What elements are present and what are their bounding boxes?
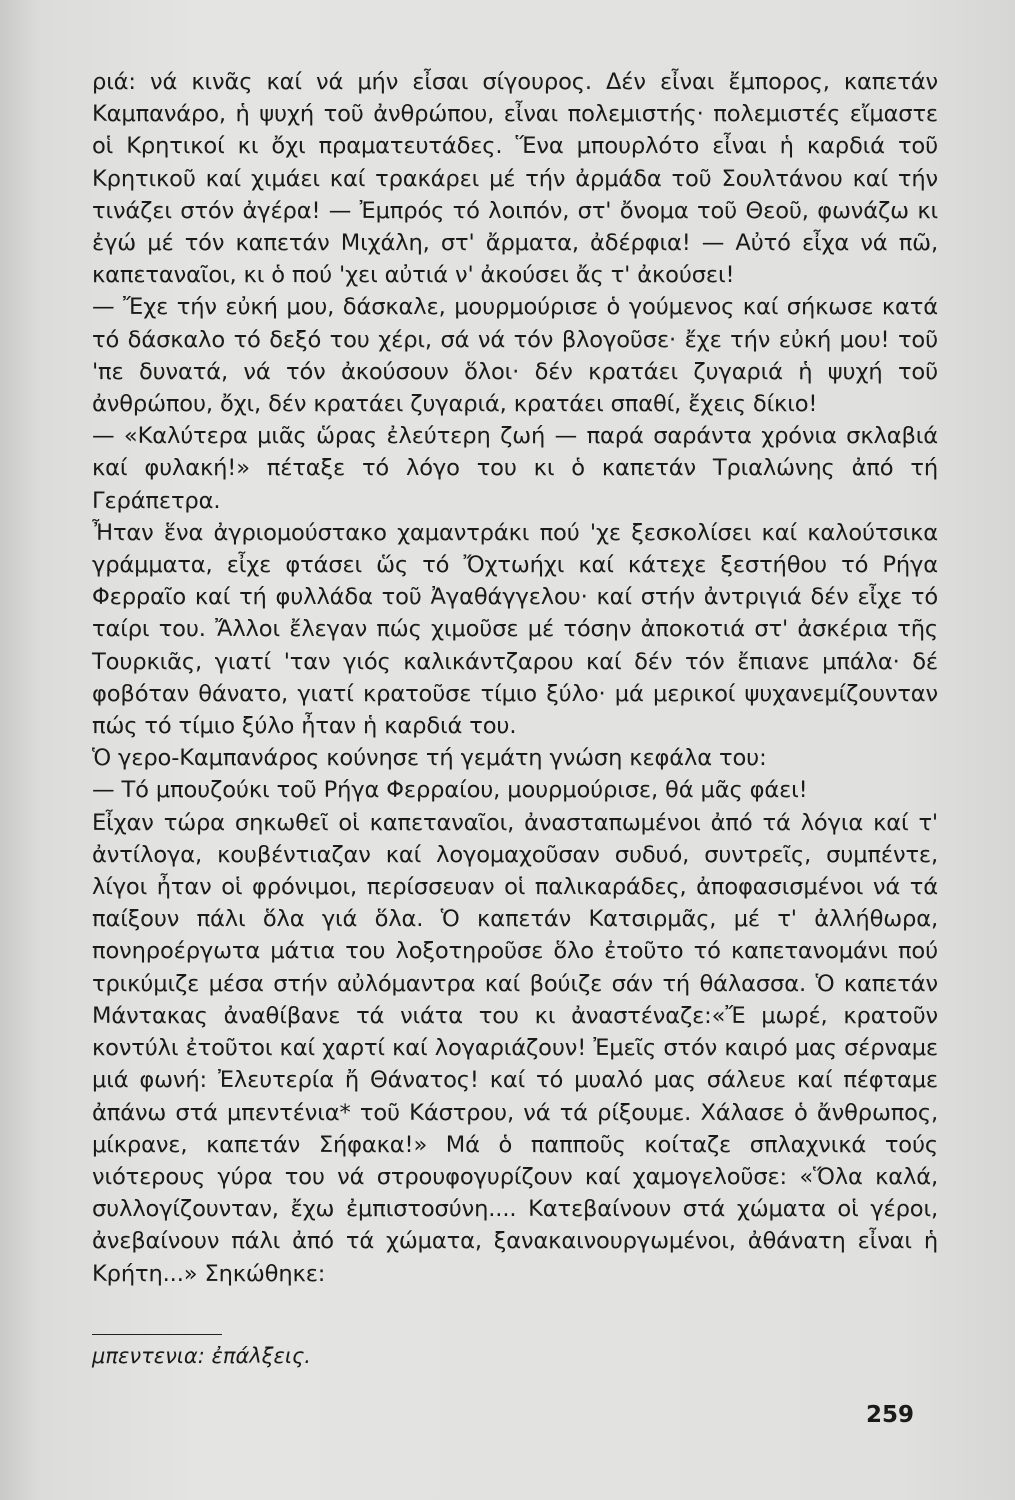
paragraph-5: Ὁ γερο-Καμπανάρος κούνησε τή γεμάτη γνώση κεφάλα του: (92, 745, 767, 772)
paragraph-1: ριά: νά κινᾶς καί νά μήν εἶσαι σίγουρος. Δέν εἶναι ἔμπορος, καπετάν Καμπανάρο, ἡ ψυχή τοῦ ἀνθρώπου, εἶναι πολεμιστής· πολεμιστές εἴμαστε οἱ Κρητικοί κι ὄχι πραματευτάδες. Ἕνα μπουρλότο εἶναι ἡ καρδιά τοῦ Κρητικοῦ καί χιμάει καί τρακάρει μέ τήν ἀρμάδα τοῦ Σουλτάνου καί τήν τινάζει στόν ἀγέρα! — Ἐμπρός τό λοιπόν, στ' ὄνομα τοῦ Θεοῦ, φωνάζω κι ἐγώ μέ τόν καπετάν Μιχάλη, στ' ἄρματα, ἀδέρφια! — Αὐτό εἶχα νά πῶ, καπεταναῖοι, κι ὁ πού 'χει αὐτιά ν' ἀκούσει ἄς τ' ἀκούσει! (92, 69, 938, 289)
paragraph-7: Εἶχαν τώρα σηκωθεῖ οἱ καπεταναῖοι, ἀνασταπωμένοι ἀπό τά λόγια καί τ' ἀντίλογα, κουβέντιαζαν καί λογομαχοῦσαν συδυό, συντρεῖς, συμπέντε, λίγοι ἦταν οἱ φρόνιμοι, περίσσευαν οἱ παλικαράδες, ἀποφασισμένοι νά τά παίξουν πάλι ὅλα γιά ὅλα. Ὁ καπετάν Κατσιρμᾶς, μέ τ' ἀλλήθωρα, πονηροέργωτα μάτια του λοξοτηροῦσε ὅλο ἐτοῦτο τό καπετανομάνι πού τρικύμιζε μέσα στήν αὐλόμαντρα καί βούιζε σάν τή θάλασσα. Ὁ καπετάν Μάντακας ἀναθίβανε τά νιάτα του κι ἀναστέναζε:«Ἔ μωρέ, κρατοῦν κοντύλι ἐτοῦτοι καί χαρτί καί λογαριάζουν! Ἐμεῖς στόν καιρό μας σέρναμε μιά φωνή: Ἐλευτερία ἤ Θάνατος! καί τό μυαλό μας σάλευε καί πέφταμε ἀπάνω στά μπεντένια* τοῦ Κάστρου, νά τά ρίξουμε. Χάλασε ὁ ἄνθρωπος, μίκρανε, καπετάν Σήφακα!» Μά ὁ παπποῦς κοίταζε σπλαχνικά τούς νιότερους γύρα του νά στρουφογυρίζουν καί χαμογελοῦσε: «Ὅλα καλά, συλλογίζουνταν, ἔχω ἐμπιστοσύνη.... Κατεβαίνουν στά χώματα οἱ γέροι, ἀνεβαίνουν πάλι ἀπό τά χώματα, ξανακαινουργωμένοι, ἀθάνατη εἶναι ἡ Κρήτη...» Σηκώθηκε: (92, 809, 938, 1287)
page-number: 259 (866, 1402, 915, 1428)
body-text (92, 66, 938, 1290)
footnote-rule (92, 1334, 222, 1335)
paragraph-4: Ἦταν ἕνα ἀγριομούστακο χαμαντράκι πού 'χε ξεσκολίσει καί καλούτσικα γράμματα, εἶχε φτάσει ὥς τό Ὄχτωήχι καί κάτεχε ξεστήθου τό Ρήγα Φερραῖο καί τή φυλλάδα τοῦ Ἀγαθάγγελου· καί στήν ἀντριγιά δέν εἶχε τό ταίρι του. Ἄλλοι ἔλεγαν πώς χιμοῦσε μέ τόσην ἀποκοτιά στ' ἀσκέρια τῆς Τουρκιᾶς, γιατί 'ταν γιός καλικάντζαρου καί δέν τόν ἔπιανε μπάλα· δέ φοβόταν θάνατο, γιατί κρατοῦσε τίμιο ξύλο· μά μερικοί ψυχανεμίζουνταν πώς τό τίμιο ξύλο ἦταν ἡ καρδιά του. (92, 519, 938, 740)
footnote: μπεντενια: ἐπάλξεις. (92, 1344, 311, 1368)
paragraph-6: — Τό μπουζούκι τοῦ Ρήγα Φερραίου, μουρμούρισε, θά μᾶς φάει! (92, 777, 808, 804)
paragraph-3: — «Καλύτερα μιᾶς ὥρας ἐλεύτερη ζωή — παρά σαράντα χρόνια σκλαβιά καί φυλακή!» πέταξε τό λόγο του κι ὁ καπετάν Τριαλώνης ἀπό τή Γεράπετρα. (92, 423, 938, 514)
paragraph-2: — Ἔχε τήν εὐκή μου, δάσκαλε, μουρμούρισε ὁ γούμενος καί σήκωσε κατά τό δάσκαλο τό δεξό του χέρι, σά νά τόν βλογοῦσε· ἔχε τήν εὐκή μου! τοῦ 'πε δυνατά, νά τόν ἀκούσουν ὅλοι· δέν κρατάει ζυγαριά ἡ ψυχή τοῦ ἀνθρώπου, ὄχι, δέν κρατάει ζυγαριά, κρατάει σπαθί, ἔχεις δίκιο! (92, 294, 938, 418)
